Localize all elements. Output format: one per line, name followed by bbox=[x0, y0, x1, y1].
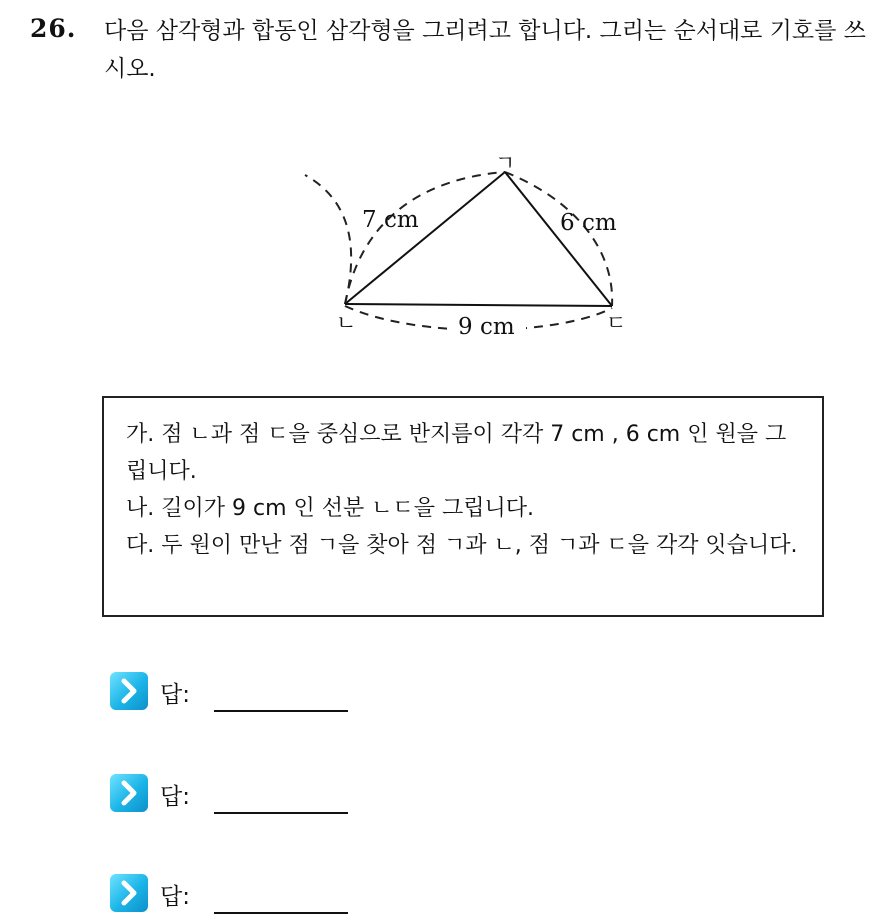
question-number: 26. bbox=[30, 14, 77, 43]
answer-row-1 bbox=[110, 672, 410, 712]
arc-left bbox=[305, 175, 351, 304]
vertex-left-label: ㄴ bbox=[336, 311, 357, 335]
side-bottom-label: 9 cm bbox=[458, 314, 515, 340]
chevron-right-icon bbox=[110, 774, 148, 812]
vertex-top-label: ㄱ bbox=[495, 151, 516, 175]
side-left-line bbox=[345, 172, 505, 304]
answer-row-3 bbox=[110, 874, 410, 914]
side-bottom-line bbox=[345, 304, 612, 306]
answer-label: 답: bbox=[160, 884, 190, 910]
answer-blank[interactable] bbox=[214, 912, 348, 914]
side-right-label: 6 cm bbox=[560, 210, 617, 236]
chevron-right-icon bbox=[110, 874, 148, 912]
answer-blank[interactable] bbox=[214, 812, 348, 814]
steps-box bbox=[102, 396, 824, 617]
vertex-right-label: ㄷ bbox=[606, 311, 627, 335]
answer-label: 답: bbox=[160, 682, 190, 708]
step-da: 다. 두 원이 만난 점 ㄱ을 찾아 점 ㄱ과 ㄴ, 점 ㄱ과 ㄷ을 각각 잇습니다. bbox=[126, 533, 798, 558]
arc-left-outer bbox=[305, 175, 361, 304]
triangle-figure bbox=[0, 0, 884, 380]
question-text: 다음 삼각형과 합동인 삼각형을 그리려고 합니다. 그리는 순서대로 기호를 쓰시오. bbox=[104, 18, 866, 82]
chevron-right-icon bbox=[110, 672, 148, 710]
step-na: 나. 길이가 9 cm 인 선분 ㄴㄷ을 그립니다. bbox=[126, 496, 534, 521]
side-left-label: 7 cm bbox=[362, 207, 419, 233]
answer-blank[interactable] bbox=[214, 710, 348, 712]
step-ga: 가. 점 ㄴ과 점 ㄷ을 중심으로 반지름이 각각 7 cm , 6 cm 인 원을 그립니다. bbox=[126, 422, 787, 484]
side-right-line bbox=[505, 172, 612, 306]
answer-row-2 bbox=[110, 774, 410, 814]
answer-label: 답: bbox=[160, 784, 190, 810]
